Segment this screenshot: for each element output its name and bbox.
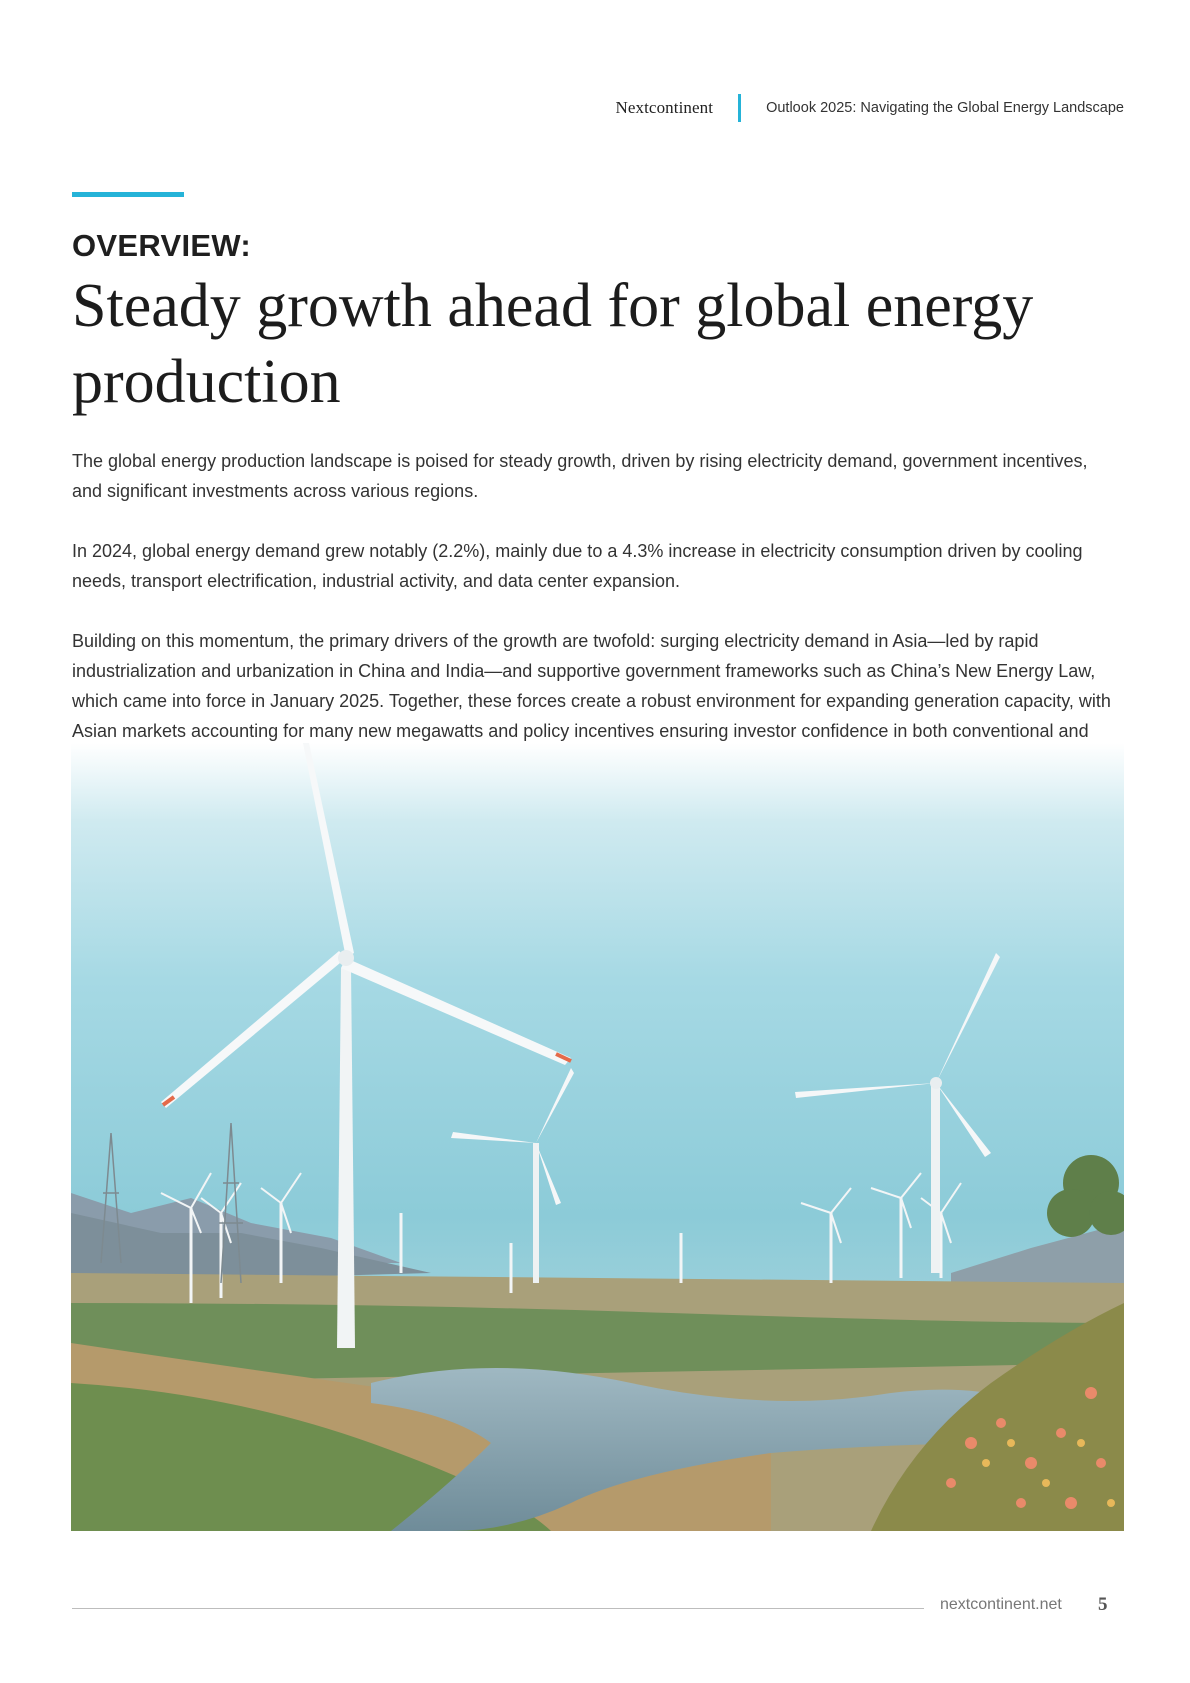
report-title: Outlook 2025: Navigating the Global Energy Landscape <box>766 100 1124 116</box>
page-headline: Steady growth ahead for global energy production <box>72 272 1034 416</box>
footer-rule <box>72 1608 924 1609</box>
accent-bar <box>72 192 184 197</box>
wind-farm-illustration <box>71 743 1124 1531</box>
footer-url: nextcontinent.net <box>940 1596 1062 1613</box>
paragraph: The global energy production landscape is poised for steady growth, driven by rising electricity demand, government incentives, and significant investments across various regions. <box>72 451 1088 501</box>
page-number: 5 <box>1098 1594 1108 1615</box>
paragraph: In 2024, global energy demand grew notably (2.2%), mainly due to a 4.3% increase in electricity consumption driven by cooling needs, transport electrification, industrial activity, and data center expansion. <box>72 541 1083 591</box>
header-divider <box>738 94 741 122</box>
wind-turbines-photo <box>71 743 1124 1531</box>
section-eyebrow: OVERVIEW: <box>72 228 251 263</box>
page-header <box>615 94 1124 122</box>
paragraph: Building on this momentum, the primary drivers of the growth are twofold: surging electricity demand in Asia—led by rapid industrialization and urbanization in China and India—and supportive government frameworks such as China’s New Energy Law, which came into force in January 2025. Together, these forces create a robust environment for expanding generation capacity, with Asian markets accounting for many new megawatts and policy incentives ensuring investor confidence in both conventional and <box>72 631 1111 741</box>
brand-name: Nextcontinent <box>615 98 714 117</box>
